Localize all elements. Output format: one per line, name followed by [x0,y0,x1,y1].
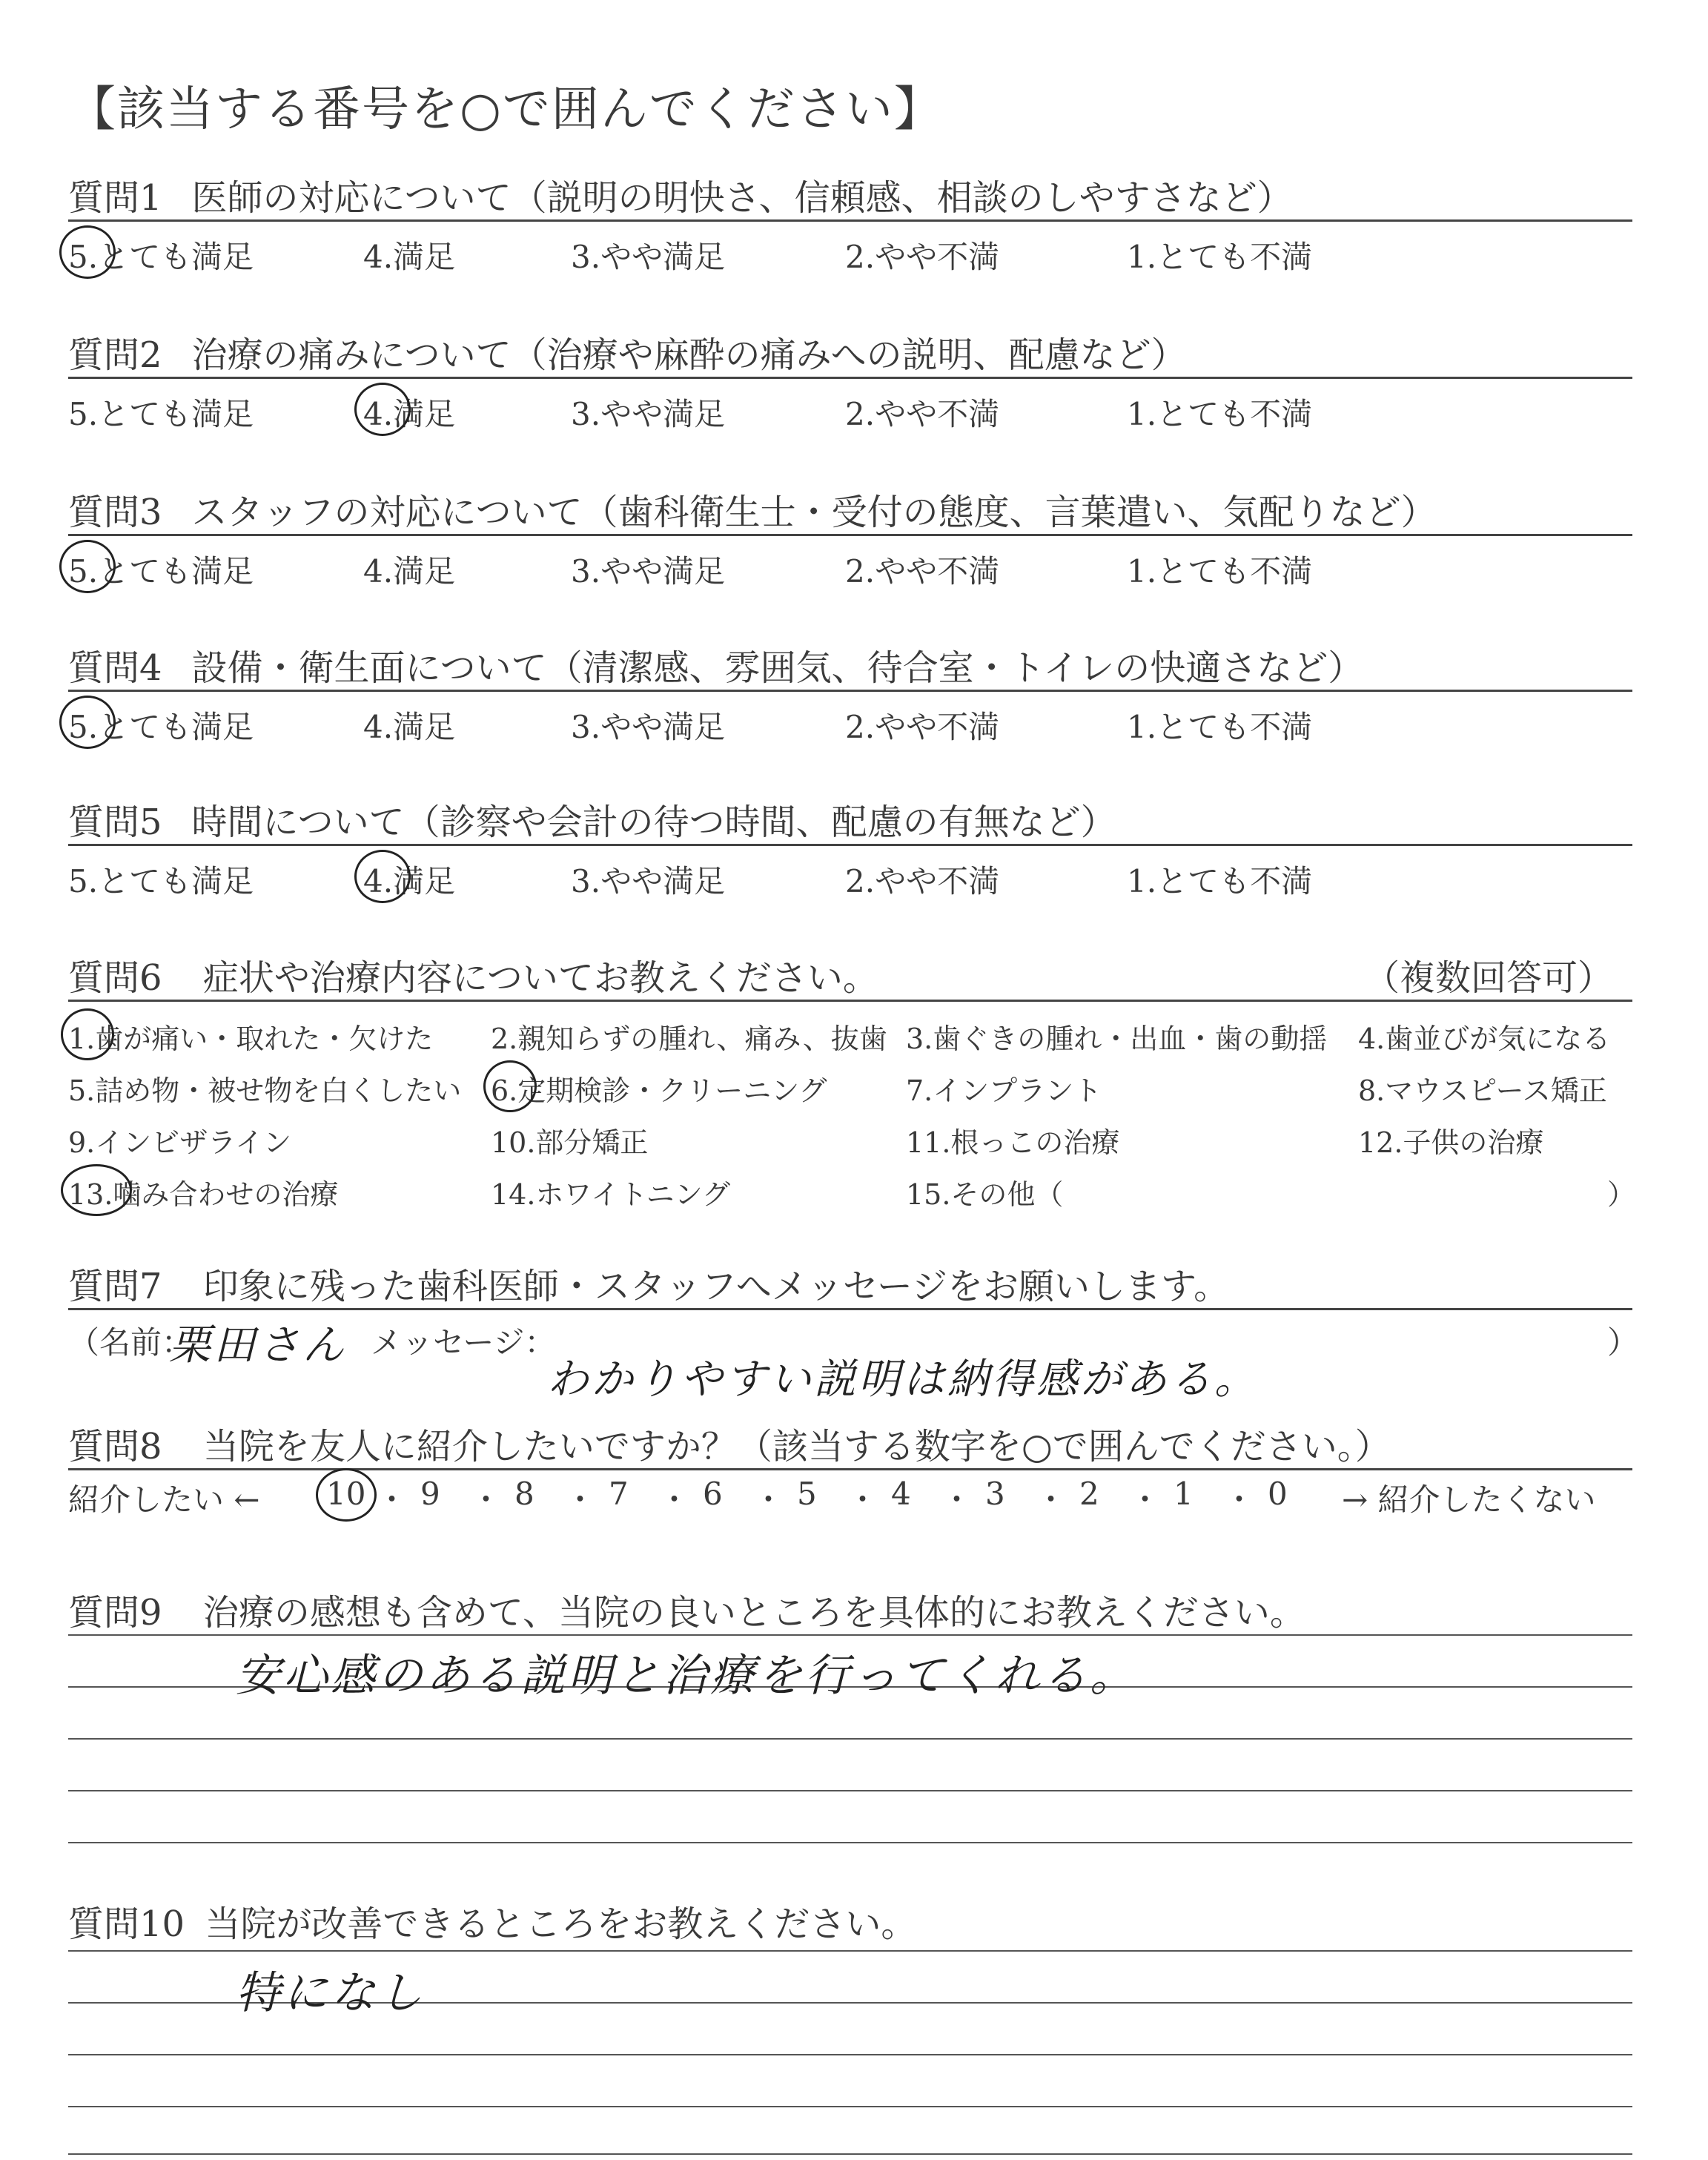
question-number: 質問1 [68,177,162,219]
divider [68,1468,1632,1470]
question-text: 症状や治療内容についてお教えください。 [202,957,878,999]
symptom-option[interactable]: 5.詰め物・被せ物を白くしたい [68,1074,462,1107]
symptom-option[interactable]: 6.定期検診・クリーニング [491,1074,827,1107]
rating-option[interactable]: 2.やや不満 [845,396,1000,432]
rating-option[interactable]: 3.やや満足 [571,396,726,432]
divider [68,1000,1632,1002]
rating-option[interactable]: 4.満足 [363,709,456,745]
symptom-option[interactable]: 3.歯ぐきの腫れ・出血・歯の動揺 [906,1023,1328,1055]
question-number: 質問7 [68,1266,162,1307]
selection-circle [354,383,411,436]
question-number: 質問5 [68,802,162,843]
rating-option[interactable]: 1.とても不満 [1127,396,1313,432]
rating-option[interactable]: 5.とても満足 [68,709,254,745]
symptom-option[interactable]: 1.歯が痛い・取れた・欠けた [68,1023,434,1055]
scale-separator: ・ [847,1482,878,1518]
scale-separator: ・ [752,1482,784,1518]
answer-line [68,2054,1632,2055]
scale-separator: ・ [1035,1482,1067,1518]
rating-option[interactable]: 5.とても満足 [68,239,254,275]
question-label [68,483,1437,535]
name-prefix: （名前： [68,1324,193,1361]
question-number: 質問2 [68,334,162,376]
rating-option[interactable]: 4.満足 [363,239,456,275]
scale-number[interactable]: 10 [326,1476,366,1512]
question-text: 医師の対応について（説明の明快さ、信頼感、相談のしやすさなど） [191,177,1293,219]
handwritten-message: わかりやすい説明は納得感がある。 [547,1355,1259,1404]
selection-circle [59,540,116,593]
scale-separator: ・ [470,1482,502,1518]
scale-number[interactable]: 8 [514,1476,534,1512]
scale-right-label: → 紹介したくない [1342,1482,1596,1518]
handwritten-answer: 特になし [236,1967,426,2019]
question-text: スタッフの対応について（歯科衛生士・受付の態度、言葉遣い、気配りなど） [191,492,1437,533]
symptom-option[interactable]: 14.ホワイトニング [491,1178,731,1211]
divider [68,219,1632,222]
scale-separator: ・ [564,1482,596,1518]
handwritten-name: 栗田さん [169,1321,347,1370]
question-6-label [68,949,878,1000]
scale-number[interactable]: 4 [891,1476,911,1512]
rating-option[interactable]: 3.やや満足 [571,709,726,745]
rating-option[interactable]: 3.やや満足 [571,863,726,899]
question-label [68,169,1293,220]
symptom-option[interactable]: 13.噛み合わせの治療 [68,1178,339,1211]
question-9-label [68,1584,1305,1635]
other-close-paren: ） [1607,1178,1636,1211]
page-title: 【該当する番号を○で囲んでください】 [68,82,943,137]
symptom-option[interactable]: 9.インビザライン [68,1126,292,1159]
question-8-label [68,1418,1391,1469]
scale-separator: ・ [658,1482,690,1518]
scale-number[interactable]: 5 [797,1476,817,1512]
symptom-option[interactable]: 2.親知らずの腫れ、痛み、抜歯 [491,1023,887,1055]
selection-circle [354,850,411,903]
question-label [68,326,1187,377]
divider [68,844,1632,846]
rating-option[interactable]: 2.やや不満 [845,709,1000,745]
question-number: 質問10 [68,1903,185,1945]
answer-line [68,2106,1632,2107]
answer-line [68,2153,1632,2155]
message-prefix: メッセージ： [371,1324,556,1361]
symptom-option[interactable]: 10.部分矯正 [491,1126,649,1159]
rating-option[interactable]: 3.やや満足 [571,239,726,275]
selection-circle [61,1008,114,1060]
rating-option[interactable]: 2.やや不満 [845,863,1000,899]
divider [68,534,1632,536]
symptom-option[interactable]: 11.根っこの治療 [906,1126,1120,1159]
rating-option[interactable]: 1.とても不満 [1127,553,1313,589]
rating-option[interactable]: 2.やや不満 [845,239,1000,275]
question-10-label [68,1895,916,1946]
symptom-option[interactable]: 8.マウスピース矯正 [1358,1074,1607,1107]
rating-option[interactable]: 2.やや不満 [845,553,1000,589]
scale-number[interactable]: 3 [985,1476,1005,1512]
scale-number[interactable]: 6 [703,1476,723,1512]
rating-option[interactable]: 1.とても不満 [1127,239,1313,275]
question-text: 治療の感想も含めて、当院の良いところを具体的にお教えください。 [202,1592,1305,1634]
multi-answer-note: （複数回答可） [1364,957,1614,999]
divider [68,1308,1632,1310]
rating-option[interactable]: 5.とても満足 [68,396,254,432]
scale-number[interactable]: 0 [1268,1476,1288,1512]
symptom-option[interactable]: 4.歯並びが気になる [1358,1023,1611,1055]
question-7-label [68,1258,1229,1309]
question-text: 当院を友人に紹介したいですか？（該当する数字を○で囲んでください。） [202,1426,1391,1467]
question-text: 設備・衛生面について（清潔感、雰囲気、待合室・トイレの快適さなど） [191,647,1364,689]
rating-option[interactable]: 4.満足 [363,396,456,432]
question-text: 治療の痛みについて（治療や麻酔の痛みへの説明、配慮など） [191,334,1187,376]
question-number: 質問3 [68,492,162,533]
scale-separator: ・ [376,1482,408,1518]
question-label [68,793,1116,845]
handwritten-answer: 安心感のある説明と治療を行ってくれる。 [236,1650,1137,1702]
answer-line [68,1950,1632,1952]
symptom-option[interactable]: 15.その他（ [906,1178,1064,1211]
rating-option[interactable]: 5.とても満足 [68,553,254,589]
question-text: 時間について（診察や会計の待つ時間、配慮の有無など） [191,802,1116,843]
question-number: 質問6 [68,957,162,999]
rating-option[interactable]: 5.とても満足 [68,863,254,899]
symptom-option[interactable]: 7.インプラント [906,1074,1102,1107]
scale-separator: ・ [1223,1482,1255,1518]
divider [68,690,1632,692]
question-number: 質問4 [68,647,162,689]
close-paren: ） [1607,1324,1639,1361]
rating-option[interactable]: 4.満足 [363,863,456,899]
question-text: 印象に残った歯科医師・スタッフへメッセージをお願いします。 [202,1266,1230,1307]
answer-line [68,1634,1632,1636]
scale-number[interactable]: 7 [609,1476,629,1512]
selection-circle [483,1060,537,1112]
symptom-option[interactable]: 12.子供の治療 [1358,1126,1544,1159]
scale-separator: ・ [941,1482,973,1518]
answer-line [68,1842,1632,1843]
rating-option[interactable]: 4.満足 [363,553,456,589]
answer-line [68,1738,1632,1740]
selection-circle [61,1164,132,1216]
selection-circle [59,696,116,749]
rating-option[interactable]: 1.とても不満 [1127,709,1313,745]
scale-number[interactable]: 2 [1079,1476,1099,1512]
question-number: 質問8 [68,1426,162,1467]
divider [68,377,1632,379]
question-number: 質問9 [68,1592,162,1634]
scale-number[interactable]: 9 [420,1476,440,1512]
answer-line [68,1790,1632,1791]
rating-option[interactable]: 3.やや満足 [571,553,726,589]
question-label [68,639,1363,690]
rating-option[interactable]: 1.とても不満 [1127,863,1313,899]
scale-separator: ・ [1129,1482,1161,1518]
scale-left-label: 紹介したい ← [68,1482,260,1518]
scale-number[interactable]: 1 [1174,1476,1194,1512]
selection-circle [59,225,116,279]
selection-circle [316,1468,377,1522]
question-text: 当院が改善できるところをお教えください。 [205,1903,917,1945]
